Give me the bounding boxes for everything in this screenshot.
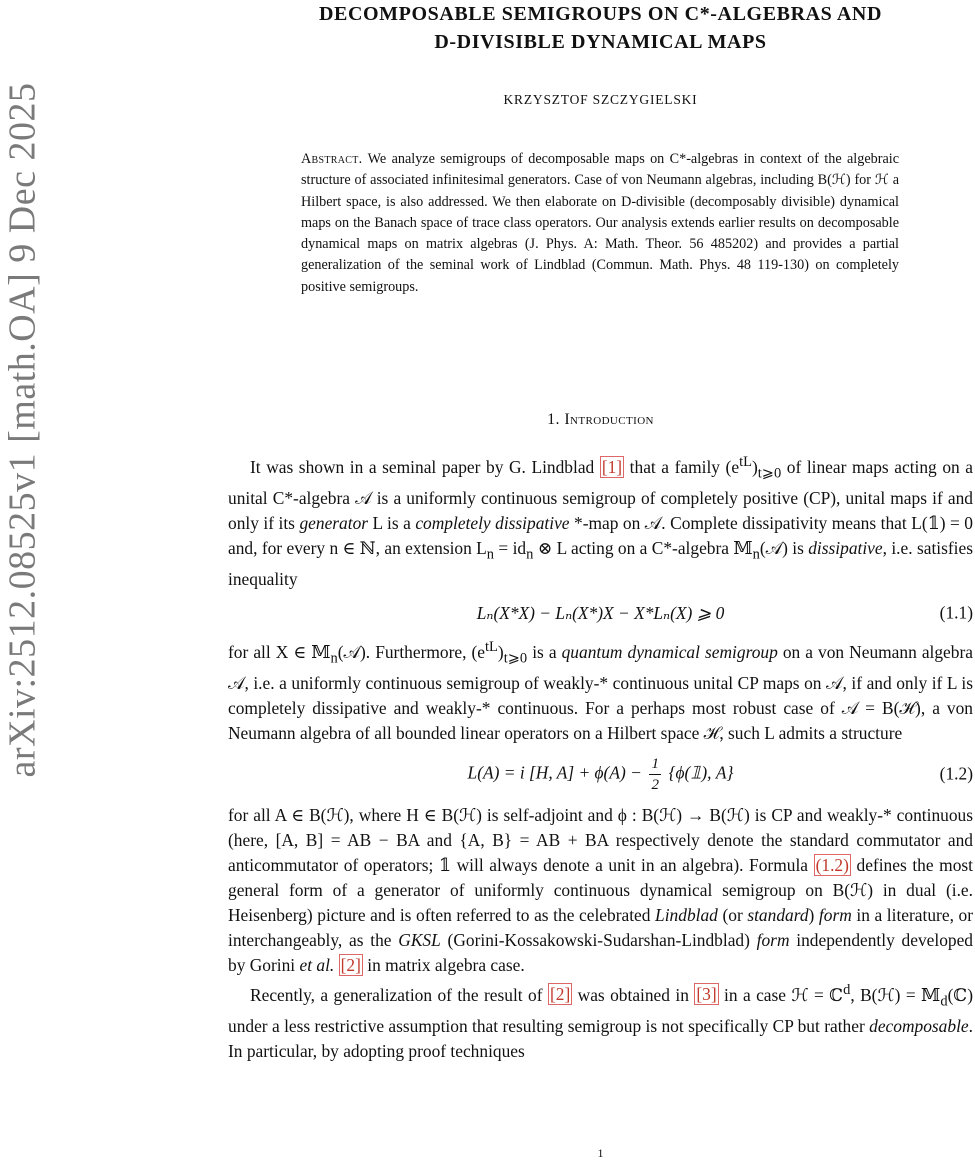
paragraph-4: Recently, a generalization of the result of [2] was obtained in [3] in a case ℋ = ℂ$^d$, B(ℋ) = 𝕄$_d$(ℂ) under a less restrictive assumption that resulting semigroup is not specifically CP but rather decomposable. In particular, by adopting proof techniques xyxy=(228,981,973,1061)
abstract-text: We analyze semigroups of decomposable maps on C*-algebras in context of the algebraic structure of associated infinitesimal generators. Case of von Neumann algebras, including B(ℋ) for ℋ a Hilbert space, is also addressed. We then elaborate on D-divisible (decomposably divisible) dynamical maps on the Banach space of trace class operators. Our analysis extends earlier results on decomposable dynamical maps on matrix algebras (J. Phys. A: Math. Theor. 56 485202) and provides a partial generalization of the seminal work of Lindblad (Commun. Math. Phys. 48 119-130) on completely positive semigroups. xyxy=(301,151,899,295)
paper-title xyxy=(228,0,973,56)
section-name: Introduction xyxy=(564,411,654,428)
equation-1-1-number: (1.1) xyxy=(939,602,973,623)
section-heading xyxy=(228,411,973,429)
citation-link-1[interactable]: [1] xyxy=(601,456,623,477)
equation-1-2 xyxy=(228,751,973,797)
arxiv-identifier: arXiv:2512.08525v1 [math.OA] 9 Dec 2025 xyxy=(1,82,43,778)
equation-1-2-body: L(A) = i [H, A] + ϕ(A) − $\frac{1}{2}$ {ϕ(𝟙), A} xyxy=(467,755,734,793)
citation-link-3[interactable]: [3] xyxy=(696,984,717,1005)
page-number: 1 xyxy=(597,1146,604,1160)
equation-link-1-2[interactable]: (1.2) xyxy=(815,854,849,875)
section-number: 1. xyxy=(547,411,560,428)
citation-link-2b[interactable]: [2] xyxy=(549,984,571,1005)
paragraph-1: It was shown in a seminal paper by G. Lindblad [1] that a family $(e^{tL})_{t⩾0}$ of linear maps acting on a unital C*-algebra 𝒜 is a uniformly continuous semigroup of completely positive (CP), unital maps if and only if its generator L is a completely dissipative *-map on 𝒜. Complete dissipativity means that L(𝟙) = 0 and, for every n ∈ ℕ, an extension $L_n = id_n$ ⊗ L acting on a C*-algebra 𝕄$_n$(𝒜) is dissipative, i.e. satisfies inequality xyxy=(228,454,973,590)
equation-1-1 xyxy=(228,597,973,629)
fraction-one-half: $\frac{1}{2}$ xyxy=(649,756,661,793)
arxiv-identifier-margin xyxy=(0,82,44,778)
abstract-label: Abstract. xyxy=(301,151,363,167)
equation-1-2-number: (1.2) xyxy=(939,763,973,784)
body-text xyxy=(228,450,973,1063)
abstract xyxy=(301,149,899,298)
author-name: KRZYSZTOF SZCZYGIELSKI xyxy=(503,92,698,107)
citation-link-2[interactable]: [2] xyxy=(340,954,361,975)
title-line-1: DECOMPOSABLE SEMIGROUPS ON C*-ALGEBRAS AND xyxy=(318,3,883,25)
title-line-2: D-DIVISIBLE DYNAMICAL MAPS xyxy=(434,31,767,53)
paragraph-3: for all A ∈ B(ℋ), where H ∈ B(ℋ) is self-adjoint and ϕ : B(ℋ) → B(ℋ) is CP and weakly-* continuous (here, [A, B] = AB − BA and {A, B} = AB + BA respectively denote the standard commutator and anticommutator of operators; 𝟙 will always denote a unit in an algebra). Formula (1.2) defines the most general form of a generator of uniformly continuous dynamical semigroup on B(ℋ) in dual (i.e. Heisenberg) picture and is often referred to as the celebrated Lindblad (or standard) form in a literature, or interchangeably, as the GKSL (Gorini-Kossakowski-Sudarshan-Lindblad) form independently developed by Gorini et al. [2] in matrix algebra case. xyxy=(228,805,974,975)
equation-1-1-body: Lₙ(X*X) − Lₙ(X*)X − X*Lₙ(X) ⩾ 0 xyxy=(476,602,725,623)
paragraph-2: for all X ∈ 𝕄$_n$(𝒜). Furthermore, $(e^{tL})_{t⩾0}$ is a quantum dynamical semigroup on a von Neumann algebra 𝒜, i.e. a uniformly continuous semigroup of weakly-* continuous unital CP maps on 𝒜, if and only if L is completely dissipative and weakly-* continuous. For a perhaps most robust case of 𝒜 = B(ℋ), a von Neumann algebra of all bounded linear operators on a Hilbert space ℋ, such L admits a structure xyxy=(228,639,973,744)
